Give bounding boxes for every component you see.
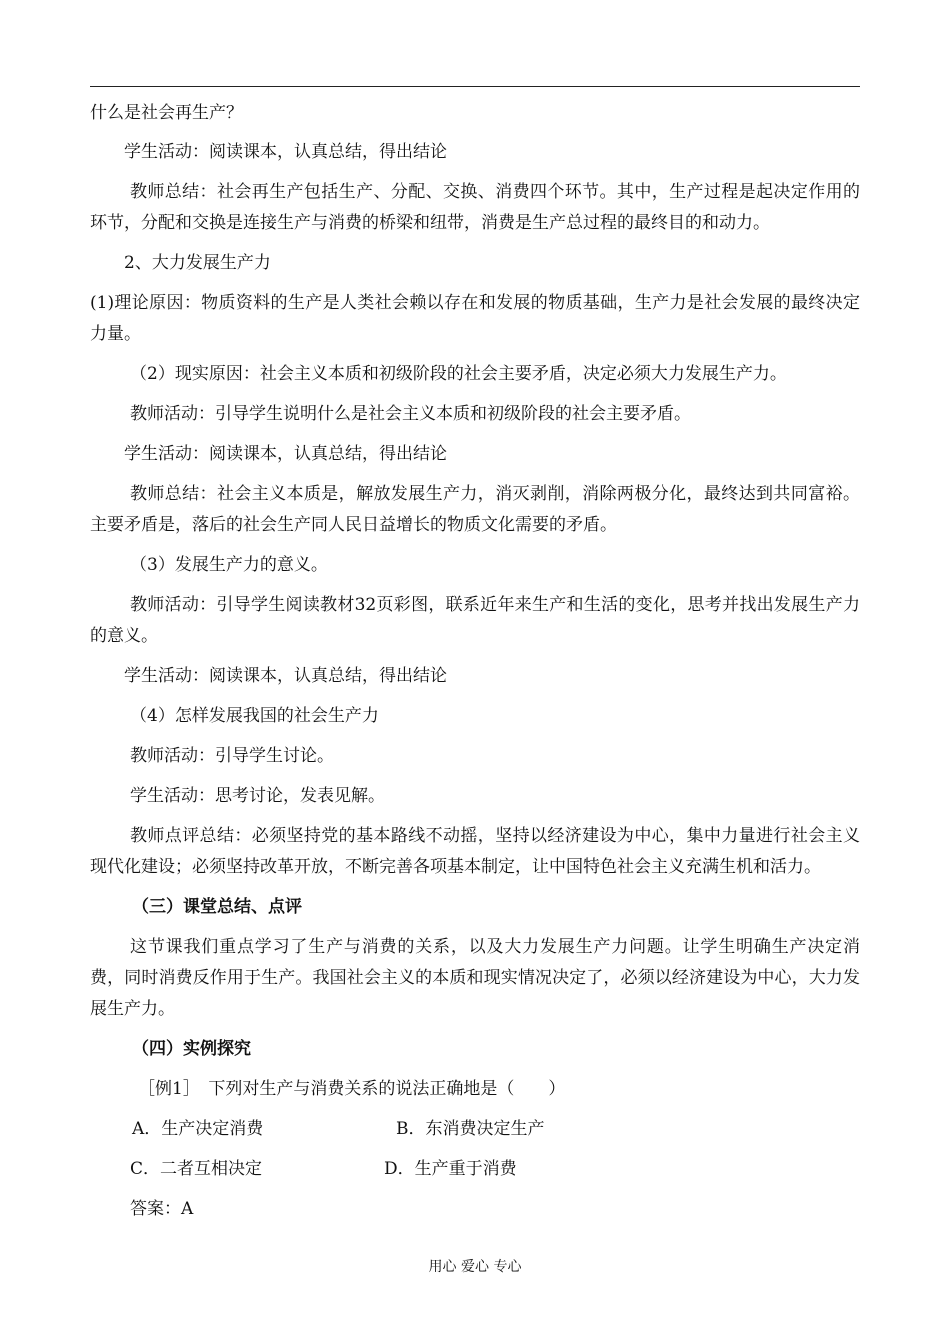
- option-c: C．二者互相决定: [130, 1159, 263, 1179]
- section-heading-4: （四）实例探究: [132, 1039, 251, 1059]
- header-rule: [90, 86, 860, 87]
- option-a: A．生产决定消费: [132, 1119, 264, 1139]
- student-activity-3: 学生活动：阅读课本，认真总结，得出结论: [124, 666, 447, 686]
- section-heading-3: （三）课堂总结、点评: [132, 897, 302, 917]
- document-body: [90, 98, 860, 1234]
- teacher-summary-2: 教师总结：社会主义本质是，解放发展生产力，消灭剥削，消除两极分化，最终达到共同富裕。主要矛盾是，落后的社会生产同人民日益增长的物质文化需要的矛盾。: [90, 484, 860, 535]
- option-d: D．生产重于消费: [384, 1159, 517, 1179]
- answer: 答案：A: [130, 1199, 194, 1219]
- example-question: ［例1］ 下列对生产与消费关系的说法正确地是（ ）: [138, 1079, 566, 1099]
- student-activity-4: 学生活动：思考讨论，发表见解。: [130, 786, 385, 806]
- teacher-summary-1: 教师总结：社会再生产包括生产、分配、交换、消费四个环节。其中，生产过程是起决定作用的环节，分配和交换是连接生产与消费的桥梁和纽带，消费是生产总过程的最终目的和动力。: [90, 182, 860, 233]
- option-b: B．东消费决定生产: [396, 1119, 545, 1139]
- page-footer: 用心 爱心 专心: [428, 1259, 522, 1275]
- student-activity-1: 学生活动：阅读课本，认真总结，得出结论: [124, 142, 447, 162]
- teacher-activity-2: 教师活动：引导学生阅读教材32页彩图，联系近年来生产和生活的变化，思考并找出发展生产力的意义。: [90, 595, 860, 646]
- teacher-comment-summary: 教师点评总结：必须坚持党的基本路线不动摇，坚持以经济建设为中心，集中力量进行社会主义现代化建设；必须坚持改革开放，不断完善各项基本制定，让中国特色社会主义充满生机和活力。: [90, 826, 860, 877]
- section-heading-2: 2、大力发展生产力: [124, 253, 271, 273]
- practical-reason: （2）现实原因：社会主义本质和初级阶段的社会主要矛盾，决定必须大力发展生产力。: [130, 364, 787, 384]
- question-social-reproduction: 什么是社会再生产？: [90, 103, 243, 123]
- teacher-activity-1: 教师活动：引导学生说明什么是社会主义本质和初级阶段的社会主要矛盾。: [130, 404, 691, 424]
- theory-reason: (1)理论原因：物质资料的生产是人类社会赖以存在和发展的物质基础，生产力是社会发展的最终决定力量。: [90, 293, 860, 344]
- significance-heading: （3）发展生产力的意义。: [130, 555, 328, 575]
- student-activity-2: 学生活动：阅读课本，认真总结，得出结论: [124, 444, 447, 464]
- options-row-1: [90, 1114, 860, 1145]
- class-summary: 这节课我们重点学习了生产与消费的关系，以及大力发展生产力问题。让学生明确生产决定消费，同时消费反作用于生产。我国社会主义的本质和现实情况决定了，必须以经济建设为中心，大力发展生产力。: [90, 937, 860, 1019]
- options-row-2: [90, 1154, 860, 1185]
- teacher-activity-3: 教师活动：引导学生讨论。: [130, 746, 334, 766]
- how-to-develop-heading: （4）怎样发展我国的社会生产力: [130, 706, 379, 726]
